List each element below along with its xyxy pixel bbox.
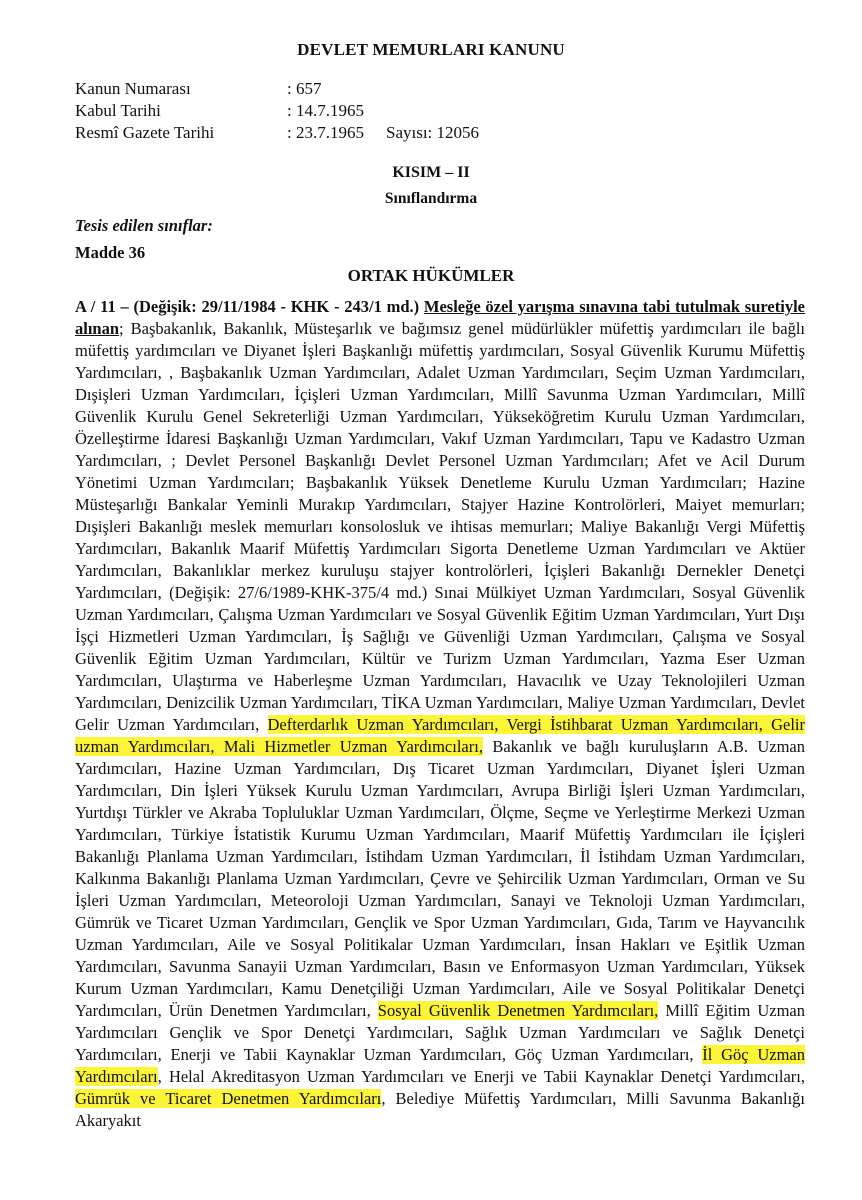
meta-label: Kanun Numarası xyxy=(75,79,191,98)
paragraph-text: ; Başbakanlık, Bakanlık, Müsteşarlık ve bağımsız genel müdürlükler müfettiş yardımcıları ile bağlı müfettiş yardımcıları ve Diyanet İşleri Başkanlığı müfettiş yardımcıları, Sosyal Güvenlik Kurumu Müfettiş Yardımcıları, , Başbakanlık Uzman Yardımcıları, Adalet Uzman Yardımcıları, Seçim Uzman Yardımcıları, Dışişleri Uzman Yardımcıları, İçişleri Uzman Yardımcıları, Millî Savunma Uzman Yardımcıları, Millî Güvenlik Kurulu Genel Sekreterliği Uzman Yardımcıları, Yükseköğretim Kurulu Uzman Yardımcıları, Özelleştirme İdaresi Başkanlığı Uzman Yardımcıları, Vakıf Uzman Yardımcıları, Tapu ve Kadastro Uzman Yardımcıları, ; Devlet Personel Başkanlığı Devlet Personel Uzman Yardımcıları; Afet ve Acil Durum Yönetimi Uzman Yardımcıları; Başbakanlık Yüksek Denetleme Kurulu Uzman Yardımcıları; Hazine Müsteşarlığı Bankalar Yeminli Murakıp Yardımcıları, Stajyer Hazine Kontrolörleri, Maiyet memurları; Dışişleri Bakanlığı meslek memurları konsolosluk ve ihtisas memurları; Maliye Bakanlığı Vergi Müfettiş Yardımcıları, Bakanlık Maarif Müfettiş Yardımcıları Sigorta Denetleme Uzman Yardımcıları ve Aktüer Yardımcıları, Bakanlıklar merkez kuruluşu stajyer kontrolörleri, İçişleri Bakanlığı Dernekler Denetçi Yardımcıları, (Değişik: 27/6/1989-KHK-375/4 md.) Sınai Mülkiyet Uzman Yardımcıları, Sosyal Güvenlik Uzman Yardımcıları, Çalışma Uzman Yardımcıları ve Sosyal Güvenlik Eğitim Uzman Yardımcıları, Yurt Dışı İşçi Hizmetleri Uzman Yardımcıları, İş Sağlığı ve Güvenliği Uzman Yardımcıları, Çalışma ve Sosyal Güvenlik Eğitim Uzman Yardımcıları, Kültür ve Turizm Uzman Yardımcıları, Yazma Eser Uzman Yardımcıları, Ulaştırma ve Haberleşme Uzman Yardımcıları, Havacılık ve Uzay Teknolojileri Uzman Yardımcıları, Denizcilik Uzman Yardımcıları, TİKA Uzman Yardımcıları, Maliye Uzman Yardımcıları, Devlet Gelir Uzman Yardımcıları, xyxy=(75,319,805,734)
part-subtitle: Sınıflandırma xyxy=(384,190,478,207)
paragraph-text: Bakanlık ve bağlı kuruluşların A.B. Uzman Yardımcıları, Hazine Uzman Yardımcıları, Dış Ticaret Uzman Yardımcıları, Diyanet İşleri Uzman Yardımcıları, Din İşleri Yüksek Kurulu Uzman Yardımcıları, Avrupa Birliği İşleri Uzman Yardımcıları, Yurtdışı Türkler ve Akraba Topluluklar Uzman Yardımcıları, Ölçme, Seçme ve Yerleştirme Merkezi Uzman Yardımcıları, Türkiye İstatistik Kurumu Uzman Yardımcıları, Maarif Müfettiş Yardımcıları ile İçişleri Bakanlığı Planlama Uzman Yardımcıları, İstihdam Uzman Yardımcıları, İl İstihdam Uzman Yardımcıları, Kalkınma Bakanlığı Planlama Uzman Yardımcıları, Çevre ve Şehircilik Uzman Yardımcıları, Orman ve Su İşleri Uzman Yardımcıları, Meteoroloji Uzman Yardımcıları, Sanayi ve Teknoloji Uzman Yardımcıları, Gümrük ve Ticaret Uzman Yardımcıları, Gençlik ve Spor Uzman Yardımcıları, Gıda, Tarım ve Hayvancılık Uzman Yardımcıları, Aile ve Sosyal Politikalar Uzman Yardımcıları, İnsan Hakları ve Eşitlik Uzman Yardımcıları, Savunma Sanayii Uzman Yardımcıları, Basın ve Enformasyon Uzman Yardımcıları, Yüksek Kurum Uzman Yardımcıları, Kamu Denetçiliği Uzman Yardımcıları, Aile ve Sosyal Politikalar Denetçi Yardımcıları, Ürün Denetmen Yardımcıları, xyxy=(75,737,806,1020)
highlighted-text: Defterdarlık Uzman Yardımcıları, Vergi İstihbarat Uzman Yardımcıları, Gelir uzman Yardımcıları, Mali Hizmetler Uzman Yardımcıları, xyxy=(75,715,805,756)
meta-gazette-number: Sayısı: 12056 xyxy=(385,123,480,142)
paragraph-text: Millî Eğitim Uzman Yardımcıları Gençlik ve Spor Denetçi Yardımcıları, Sağlık Uzman Yardımcıları ve Sağlık Denetçi Yardımcıları, Enerji ve Tabii Kaynaklar Uzman Yardımcıları, Göç Uzman Yardımcıları, xyxy=(75,1001,805,1064)
established-classes-heading: Tesis edilen sınıflar: xyxy=(75,216,213,235)
meta-label: Kabul Tarihi xyxy=(75,101,161,120)
meta-value: : 23.7.1965 xyxy=(287,123,364,142)
underlined-clause: Mesleğe özel yarışma sınavına tabi tutulmak suretiyle alınan xyxy=(75,297,805,338)
meta-label: Resmî Gazete Tarihi xyxy=(75,123,215,142)
document-title: DEVLET MEMURLARI KANUNU xyxy=(297,40,565,59)
article-number: Madde 36 xyxy=(75,243,146,262)
paragraph-text: , Helal Akreditasyon Uzman Yardımcıları ve Enerji ve Tabii Kaynaklar Denetçi Yardımcıları, xyxy=(157,1067,805,1086)
meta-row-acceptance-date xyxy=(75,100,479,122)
meta-value: : 14.7.1965 xyxy=(287,101,364,120)
highlighted-text: Sosyal Güvenlik Denetmen Yardımcıları, xyxy=(377,1001,659,1020)
meta-row-law-number xyxy=(75,78,479,100)
section-heading: ORTAK HÜKÜMLER xyxy=(347,266,515,285)
law-metadata xyxy=(75,78,479,144)
highlighted-text: İl Göç Uzman Yardımcıları xyxy=(75,1045,806,1086)
meta-value: : 657 xyxy=(287,79,322,98)
paragraph-text: , Belediye Müfettiş Yardımcıları, Milli Savunma Bakanlığı Akaryakıt xyxy=(75,1089,805,1130)
highlighted-text: Gümrük ve Ticaret Denetmen Yardımcıları xyxy=(75,1089,382,1108)
paragraph-lead-letter: A xyxy=(75,297,87,316)
part-title: KISIM – II xyxy=(392,164,470,181)
paragraph-amendment-note: / 11 – (Değişik: 29/11/1984 - KHK - 243/1 md.) xyxy=(86,297,424,316)
meta-row-gazette-date xyxy=(75,122,479,144)
article-paragraph xyxy=(75,296,805,1132)
